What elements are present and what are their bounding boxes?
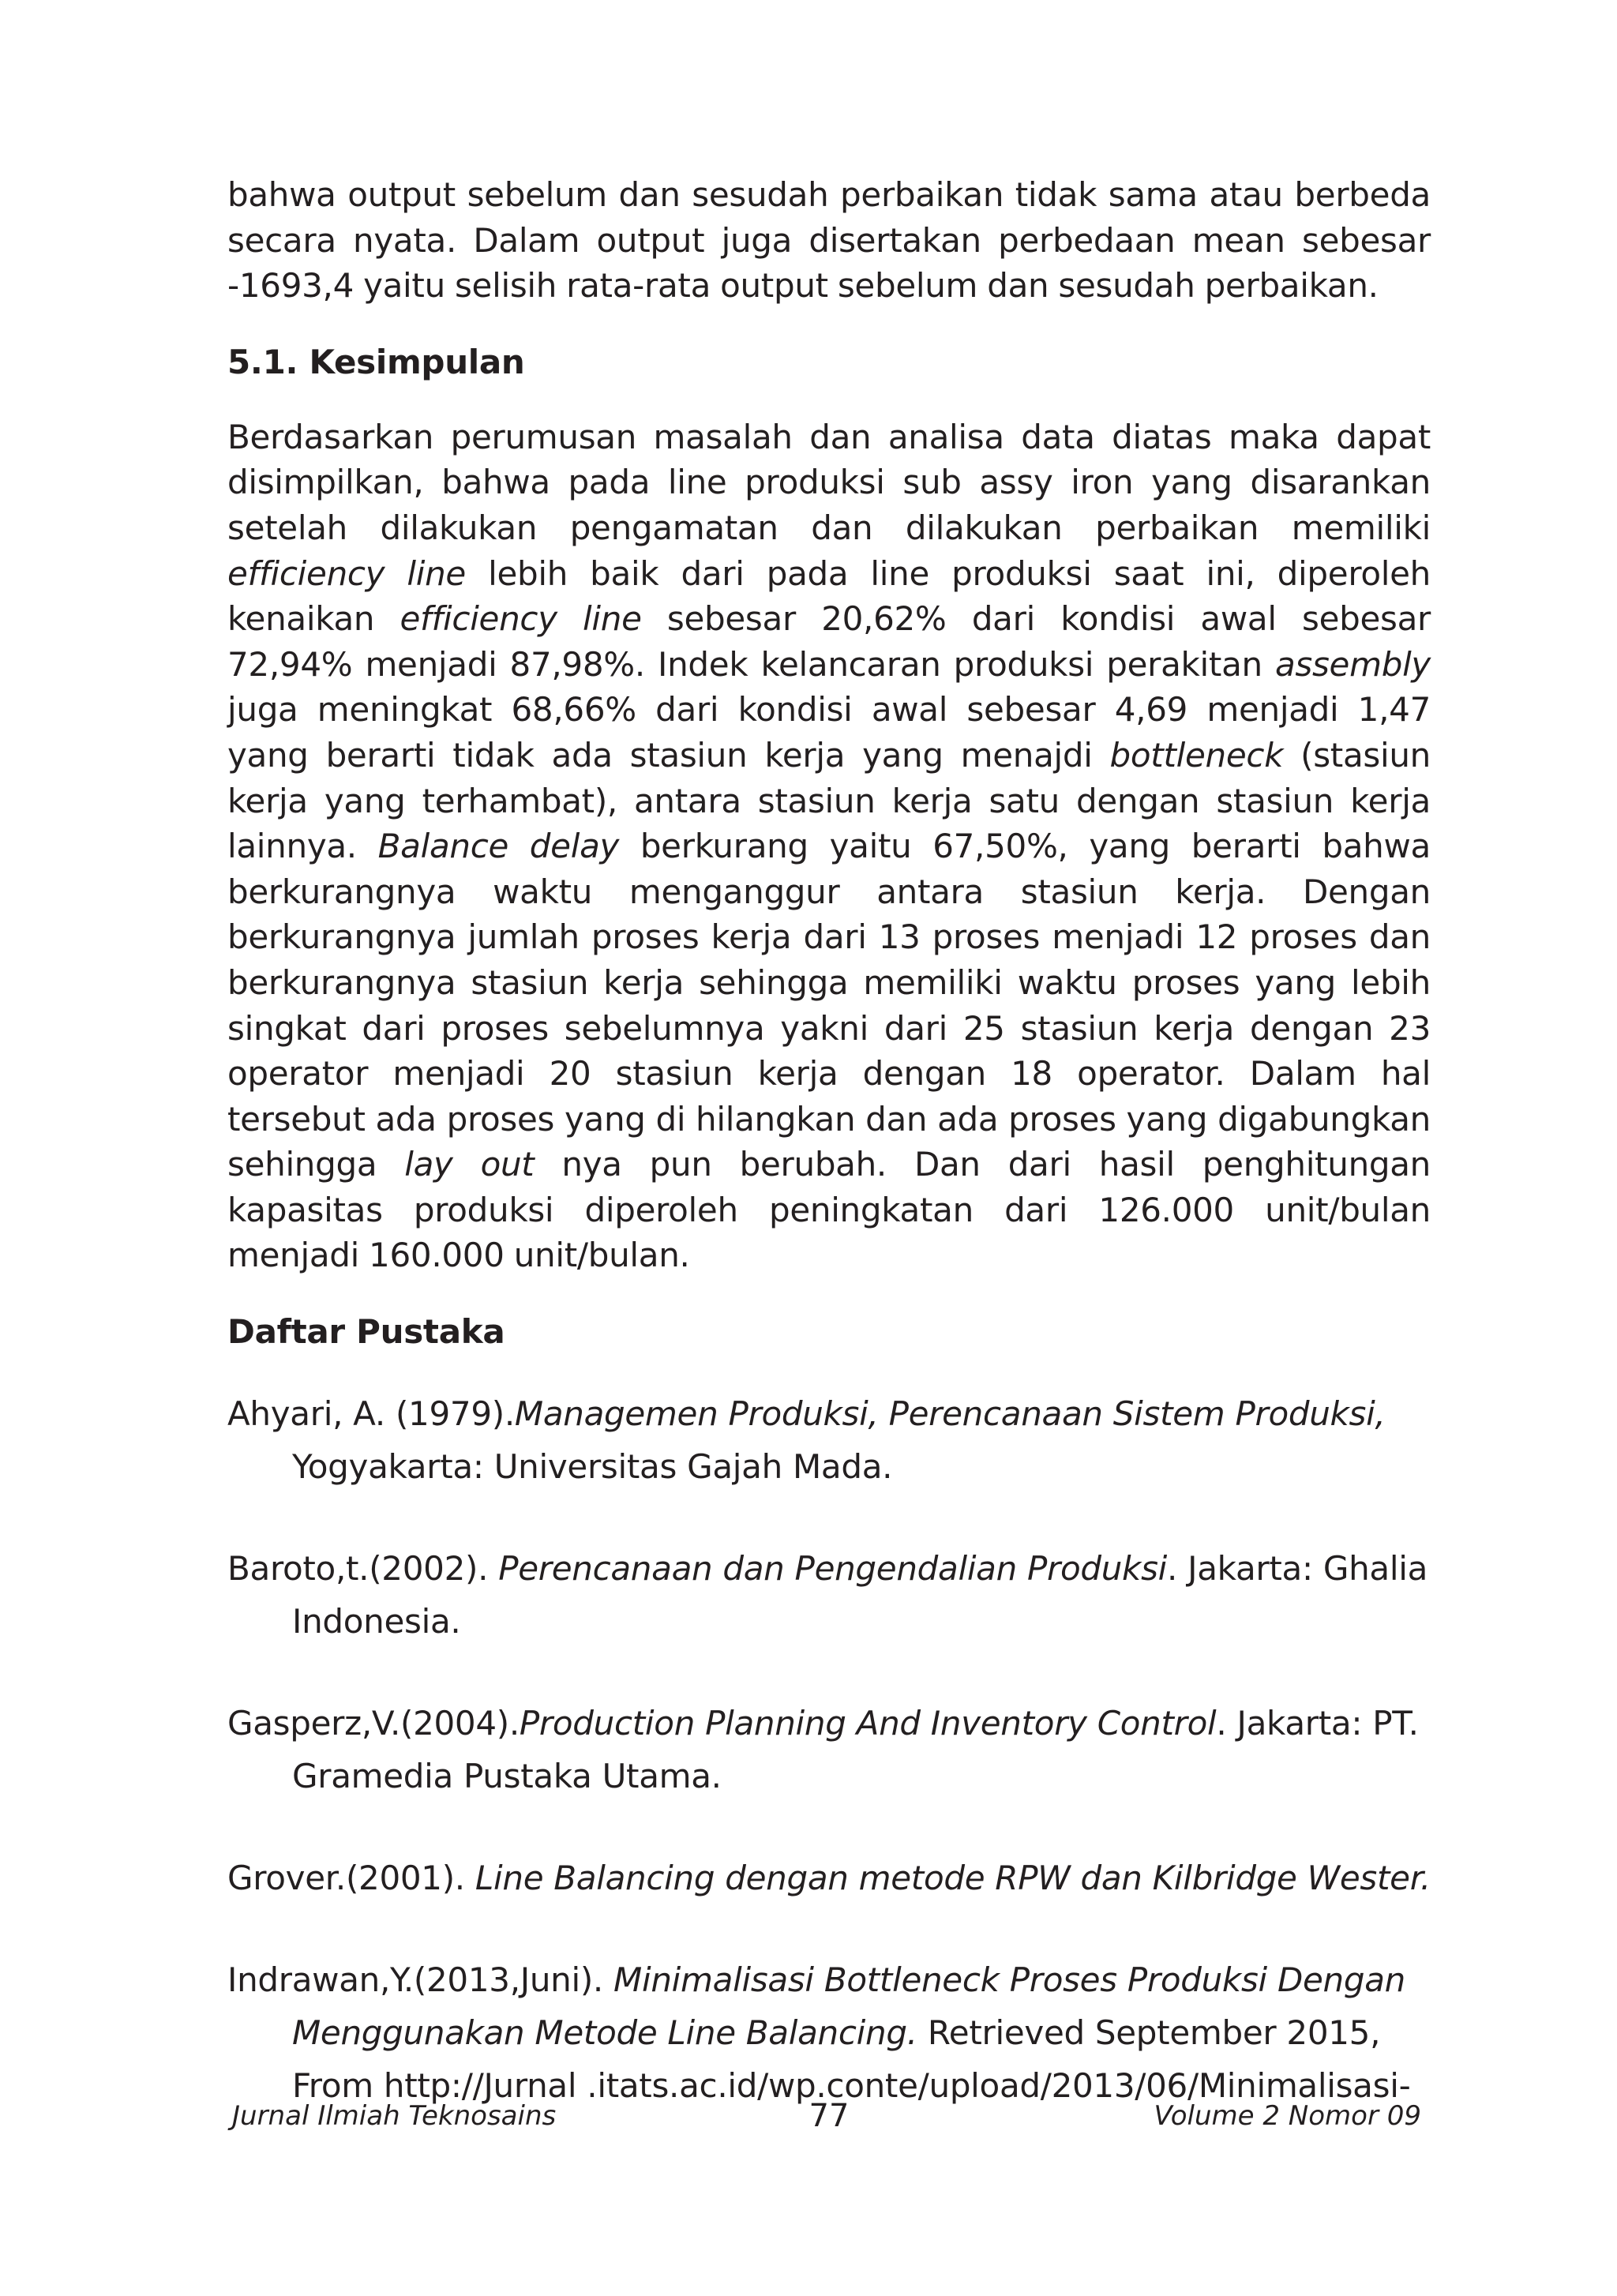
reference-publisher: . Jakarta: Ghalia Indonesia. (292, 1549, 1428, 1641)
kesimpulan-term: assembly (1274, 644, 1431, 684)
reference-publisher: Yogyakarta: Universitas Gajah Mada. (292, 1447, 893, 1487)
reference-title: Perencanaan dan Pengendalian Produksi (498, 1549, 1168, 1589)
reference-title: Minimalisasi Bottleneck Proses Produksi Dengan Menggunakan Metode Line Balancing. (292, 1960, 1405, 2053)
reference-author: Gasperz,V.(2004). (227, 1704, 520, 1743)
page-content (227, 172, 1431, 2112)
footer-volume: Volume 2 Nomor 09 (1154, 2100, 1421, 2132)
kesimpulan-term: efficiency line (400, 599, 642, 639)
reference-title: Line Balancing dengan metode RPW dan Kilbridge Wester. (475, 1859, 1431, 1898)
reference-author: Baroto,t.(2002). (227, 1549, 499, 1589)
page-footer (227, 2092, 1431, 2140)
reference-author: Grover.(2001). (227, 1859, 475, 1898)
kesimpulan-term: efficiency line (227, 553, 466, 593)
kesimpulan-text: sebesar 20,62% dari kondisi awal sebesar 72,94% menjadi 87,98%. Indek kelancaran produksi perakitan (227, 599, 1431, 684)
reference-author: Ahyari, A. (1979). (227, 1394, 515, 1434)
kesimpulan-term: Balance delay (377, 827, 620, 866)
section-heading-daftar-pustaka: Daftar Pustaka (227, 1312, 505, 1352)
section-heading-kesimpulan: 5.1. Kesimpulan (227, 342, 525, 381)
intro-paragraph: bahwa output sebelum dan sesudah perbaikan tidak sama atau berbeda secara nyata. Dalam output juga disertakan perbedaan mean sebesar -1693,4 yaitu selisih rata-rata output sebelum dan sesudah perbaikan. (227, 175, 1431, 306)
reference-publisher: . Jakarta: PT. Gramedia Pustaka Utama. (292, 1704, 1419, 1796)
reference-item (227, 1697, 1431, 1803)
kesimpulan-text: lebih baik dari pada line produksi saat ini, diperoleh kenaikan (227, 553, 1431, 639)
footer-page-number: 77 (808, 2098, 850, 2134)
reference-publisher: Retrieved September 2015, From http://Jurnal .itats.ac.id/wp.conte/upload/2013/06/Minimalisasi- (292, 2013, 1411, 2106)
reference-item (227, 1851, 1431, 1904)
footer-journal-name: Jurnal Ilmiah Teknosains (232, 2100, 557, 2132)
kesimpulan-text: juga meningkat 68,66% dari kondisi awal sebesar 4,69 menjadi 1,47 yang berarti tidak ada stasiun kerja yang menajdi (227, 690, 1431, 775)
reference-list (227, 1387, 1431, 2112)
kesimpulan-term: lay out (404, 1145, 535, 1184)
reference-title: Managemen Produksi, Perencanaan Sistem Produksi, (514, 1394, 1386, 1434)
reference-author: Indrawan,Y.(2013,Juni). (227, 1960, 614, 2000)
reference-item (227, 1387, 1431, 1493)
reference-title: Production Planning And Inventory Control (519, 1704, 1217, 1743)
kesimpulan-text: berkurang yaitu 67,50%, yang berarti bahwa berkurangnya waktu menganggur antara stasiun kerja. Dengan berkurangnya jumlah proses kerja dari 13 proses menjadi 12 proses dan berkurangnya stasiun kerja sehingga memiliki waktu proses yang lebih singkat dari proses sebelumnya yakni dari 25 stasiun kerja dengan 23 operator menjadi 20 stasiun kerja dengan 18 operator. Dalam hal tersebut ada proses yang di hilangkan dan ada proses yang digabungkan sehingga (227, 827, 1431, 1184)
reference-item (227, 1953, 1431, 2112)
kesimpulan-text: nya pun berubah. Dan dari hasil penghitungan kapasitas produksi diperoleh peningkatan dari 126.000 unit/bulan menjadi 160.000 unit/bulan. (227, 1145, 1431, 1275)
kesimpulan-text: (stasiun kerja yang terhambat), antara stasiun kerja satu dengan stasiun kerja lainnya. (227, 735, 1431, 866)
kesimpulan-text: Berdasarkan perumusan masalah dan analisa data diatas maka dapat disimpilkan, bahwa pada line produksi sub assy iron yang disarankan setelah dilakukan pengamatan dan dilakukan perbaikan memiliki (227, 417, 1431, 547)
kesimpulan-paragraph (227, 415, 1431, 1278)
kesimpulan-term: bottleneck (1109, 735, 1284, 775)
reference-item (227, 1542, 1431, 1648)
